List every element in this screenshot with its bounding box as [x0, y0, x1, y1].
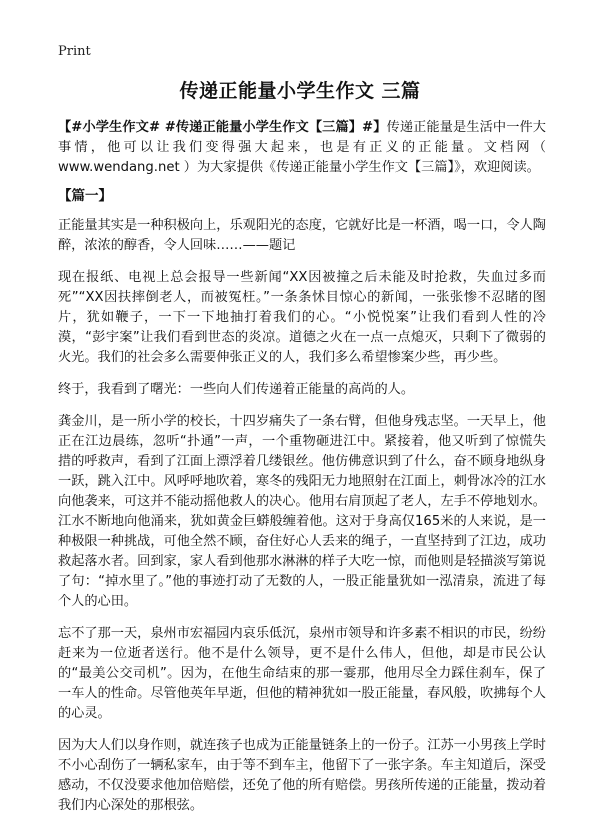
paragraph-gong-jinchuan: 龚金川，是一所小学的校长，十四岁痛失了一条右臂，但他身残志坚。一天早上，他正在江边晨练，忽听“扑通”一声，一个重物砸进江中。紧接着，他又听到了惊慌失措的呼救声，看到了江面上漂浮着几缕银丝。他仿佛意识到了什么，奋不顾身地纵身一跃，跳入江中。风呼呼地吹着，寒冬的残阳无力地照射在江面上，刺骨冰冷的江水向他袭来，可这并不能动摇他救人的决心。他用右肩顶起了老人，左手不停地划水。江水不断地向他涌来，犹如黄金巨蟒般缠着他。这对于身高仅165米的人来说，是一种极限一种挑战，可他全然不顾，奋住好心人丢来的绳子，一直坚持到了江边，成功救起落水者。回到家，家人看到他那水淋淋的样子大吃一惊，而他则是轻描淡写第说了句：“掉水里了。”他的事迹打动了无数的人，一股正能量犹如一泓清泉，流进了每个人的心田。 — [58, 414, 546, 609]
page-title: 传递正能量小学生作文 三篇 — [179, 80, 421, 102]
section-heading: 【篇一】 — [58, 188, 112, 204]
intro-paragraph — [58, 118, 546, 178]
intro-tag: 【#小学生作文# #传递正能量小学生作文【三篇】#】 — [58, 120, 387, 135]
print-label: Print — [58, 44, 91, 59]
paragraph-bus-driver: 忘不了那一天，泉州市宏福园内哀乐低沉，泉州市领导和许多素不相识的市民，纷纷赶来为一位逝者送行。他不是什么领导，更不是什么伟人，但他，却是市民公认的“最美公交司机”。因为，在他生命结束的那一霎那，他用尽全力踩住刹车，保了一车人的性命。尽管他英年早逝，但他的精神犹如一股正能量，春风般，吹拂每个人的心灵。 — [58, 626, 546, 721]
paragraph-boy-note: 因为大人们以身作则，就连孩子也成为正能量链条上的一份子。江苏一小男孩上学时不小心刮伤了一辆私家车，由于等不到车主，他留下了一张字条。车主知道后，深受感动，不仅没要求他加倍赔偿，还免了他的所有赔偿。男孩所传递的正能量，拨动着我们内心深处的那根弦。 — [58, 738, 546, 813]
paragraph-news: 现在报纸、电视上总会报导一些新闻“XX因被撞之后未能及时抢救，失血过多而死”“XX因扶摔倒老人，而被冤枉。”一条条怵目惊心的新闻，一张张惨不忍睹的图片，犹如鞭子，一下一下地抽打着我们的心。“小悦悦案”让我们看到人性的冷漠，“彭宇案”让我们看到世态的炎凉。道德之火在一点一点熄灭，只剩下了微弱的火光。我们的社会多么需要伸张正义的人，我们多么希望惨案少些，再少些。 — [58, 270, 546, 365]
intro-text: 传递正能量是生活中一件大事情，他可以让我们变得强大起来，也是有正义的正能量。文档网（ www.wendang.net ）为大家提供《传递正能量小学生作文【三篇】》，欢迎阅读。 — [58, 120, 546, 175]
paragraph-dawn: 终于，我看到了曙光：一些向人们传递着正能量的高尚的人。 — [58, 382, 415, 397]
article-body — [58, 118, 546, 828]
paragraph-epigraph: 正能量其实是一种积极向上，乐观阳光的态度，它就好比是一杯酒，喝一口，令人陶醉，浓浓的醇香，令人回味……——题记 — [58, 218, 546, 253]
